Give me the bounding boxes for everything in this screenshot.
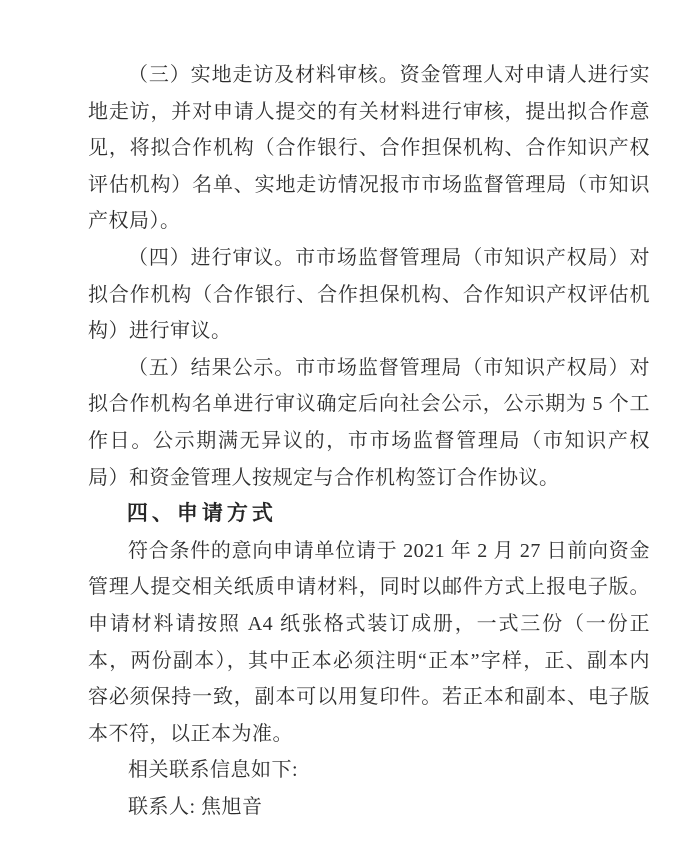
paragraph-application-instructions: 符合条件的意向申请单位请于 2021 年 2 月 27 日前向资金管理人提交相关纸质申请材料，同时以邮件方式上报电子版。申请材料请按照 A4 纸张格式装订成册，一式三份（一份正本，两份副本），其中正本必须注明“正本”字样，正、副本内容必须保持一致，副本可以用复印件。若正本和副本、电子版本不符，以正本为准。 [88,539,650,745]
document-body [88,57,650,825]
paragraph-contact-person: 联系人: 焦旭音 [128,795,263,818]
paragraph-site-visit-review: （三）实地走访及材料审核。资金管理人对申请人进行实地走访，并对申请人提交的有关材料进行审核，提出拟合作意见，将拟合作机构（合作银行、合作担保机构、合作知识产权评估机构）名单、实地走访情况报市市场监督管理局（市知识产权局）。 [88,64,650,233]
paragraph-result-publicity: （五）结果公示。市市场监督管理局（市知识产权局）对拟合作机构名单进行审议确定后向社会公示，公示期为 5 个工作日。公示期满无异议的，市市场监督管理局（市知识产权局）和资金管理人按规定与合作机构签订合作协议。 [88,356,650,489]
section-heading-application-method: 四、申请方式 [126,502,277,526]
paragraph-deliberation: （四）进行审议。市市场监督管理局（市知识产权局）对拟合作机构（合作银行、合作担保机构、合作知识产权评估机构）进行审议。 [88,246,650,343]
paragraph-contact-info-intro: 相关联系信息如下: [128,759,299,782]
